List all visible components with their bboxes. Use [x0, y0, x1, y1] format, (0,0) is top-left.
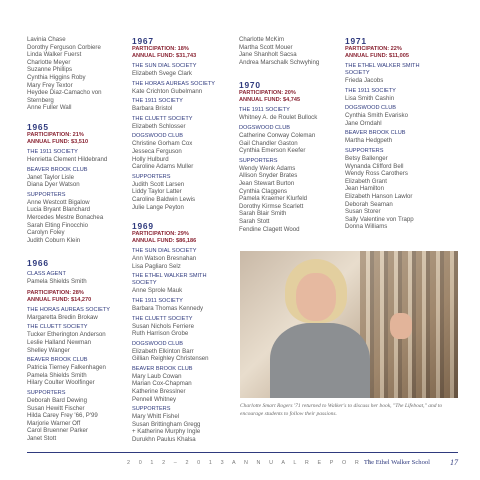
- donor-name: Cynthia Smith Evarisko: [345, 112, 408, 120]
- group-heading: THE 1911 SOCIETY: [27, 148, 78, 155]
- donor-name: Julie Lange Peyton: [132, 203, 184, 211]
- donor-name: Lavinia Chase: [27, 36, 66, 43]
- speaker-hand: [390, 313, 412, 339]
- donor-name: Jean Hamilton: [345, 185, 384, 193]
- donor-name: Tucker Etherington Anderson: [27, 331, 106, 339]
- donor-name: Mary Whitt Fishel: [132, 413, 180, 421]
- featured-photo: [240, 251, 458, 398]
- class-1970: [239, 80, 339, 233]
- group-heading: SUPPORTERS: [27, 191, 66, 198]
- donor-name: Carolyn Foley: [27, 229, 65, 237]
- donor-name: Allison Snyder Brates: [239, 172, 298, 180]
- donor-name: Mercedes Mestre Bonachea: [27, 213, 104, 221]
- donor-name: Diana Dyer Watson: [27, 181, 80, 189]
- class-1969: [132, 221, 232, 444]
- class-1966: [27, 258, 127, 442]
- donor-name: Janet Stott: [27, 435, 57, 442]
- donor-name: Jane Orndahl: [345, 119, 382, 127]
- donor-name: Elizabeth Elkinton Barr: [132, 347, 194, 355]
- donor-name: Suzanne Phillips: [27, 66, 73, 74]
- donor-name: Liddy Taylor Latter: [132, 188, 182, 196]
- participation: PARTICIPATION: 20%: [239, 90, 296, 97]
- donor-name: Gail Chandler Gaston: [239, 139, 298, 147]
- class-1971: [345, 36, 445, 231]
- donor-name: Betsy Ballenger: [345, 154, 388, 162]
- participation: PARTICIPATION: 22%: [345, 46, 402, 52]
- donor-name: Andrea Marschalk Schwyhing: [239, 58, 320, 66]
- group-heading: DOGSWOOD CLUB: [345, 105, 396, 112]
- donor-name: Wendy Wenk Adams: [239, 164, 296, 172]
- group-heading: THE 1911 SOCIETY: [132, 297, 183, 304]
- annual-fund: ANNUAL FUND: $3,510: [27, 138, 89, 145]
- donor-name: Anne Fuller Wall: [27, 104, 72, 112]
- class-year: 1966: [27, 258, 49, 269]
- donor-name: Judith Scott Larsen: [132, 180, 185, 188]
- donor-name: Susan Brittingham Gregg: [132, 420, 201, 428]
- donor-name: Dorothy Ferguson Corbiere: [27, 43, 101, 51]
- group-heading: THE ETHEL WALKER SMITH SOCIETY: [345, 63, 420, 76]
- speaker-face: [296, 273, 336, 321]
- donor-name: Holly Hulburd: [132, 155, 169, 163]
- group-heading: THE CLUETT SOCIETY: [132, 315, 193, 322]
- donor-name: Linda Walker Fuerst: [27, 51, 82, 59]
- donor-name: Gillian Reighley Christensen: [132, 355, 209, 363]
- speaker-body: [270, 323, 370, 398]
- class-year: 1971: [345, 36, 367, 46]
- donor-name: Wendy Ross Carothers: [345, 170, 408, 178]
- donor-name: Leslie Halland Newman: [27, 339, 92, 347]
- donor-name: + Katherine Murphy Ingle: [132, 428, 201, 436]
- donor-name: Mary Frey Textor: [27, 81, 73, 89]
- photo-caption: Charlotte Smart Rogers '71 returned to Walker's to discuss her book, "The Lifeboat," and to encourage students to follow their passions.: [240, 403, 443, 417]
- donor-name: Pamela Shields Smith: [27, 278, 87, 286]
- group-heading: CLASS AGENT: [27, 271, 66, 278]
- donor-name: Pamela Kraemer Klurfeld: [239, 195, 308, 203]
- donor-name: Jesseca Ferguson: [132, 147, 182, 155]
- carryover-names: [27, 36, 127, 112]
- participation: PARTICIPATION: 28%: [27, 289, 84, 296]
- donor-name: Cynthia Higgins Roby: [27, 73, 86, 81]
- donor-name: Ruth Harrison Grobe: [132, 330, 189, 338]
- donor-name: Ann Watson Bresnahan: [132, 255, 197, 263]
- donor-name: Pennell Whitney: [132, 395, 177, 403]
- group-heading: SUPPORTERS: [239, 157, 278, 164]
- group-heading: THE SUN DIAL SOCIETY: [132, 248, 197, 255]
- donor-name: Elizabeth Hanson Lawlor: [345, 192, 413, 200]
- group-heading: THE 1911 SOCIETY: [345, 87, 396, 94]
- donor-name: Whitney A. de Roulet Bullock: [239, 114, 318, 122]
- donor-name: Elizabeth Grant: [345, 177, 388, 185]
- group-heading: SUPPORTERS: [132, 173, 171, 180]
- donor-name: Sarah Blair Smith: [239, 210, 287, 218]
- donor-name: Frieda Jacobs: [345, 77, 384, 84]
- column-2: [132, 36, 232, 444]
- report-title: 2 0 1 2 – 2 0 1 3 A N N U A L R E P O R T: [127, 460, 375, 466]
- donor-name: Shelley Wanger: [27, 346, 70, 354]
- donor-name: Marian Cox-Chapman: [132, 380, 192, 388]
- group-heading: DOGSWOOD CLUB: [132, 133, 183, 140]
- donor-name: Christine Gorham Cox: [132, 140, 193, 148]
- class-1967: [132, 36, 232, 211]
- donor-name: Sarah Stott: [239, 217, 270, 225]
- donor-name: Henrietta Clement Hildebrand: [27, 155, 108, 163]
- group-heading: THE SUN DIAL SOCIETY: [132, 63, 197, 69]
- annual-fund: ANNUAL FUND: $31,743: [132, 53, 197, 59]
- donor-name: Katherine Bresslner: [132, 388, 186, 396]
- participation: PARTICIPATION: 18%: [132, 46, 189, 52]
- donor-name: Sally Valentine von Trapp: [345, 215, 414, 223]
- donor-name: Carol Bruenner Parker: [27, 427, 88, 435]
- donor-name: Martha Hedgpeth: [345, 137, 393, 145]
- footer: [27, 457, 458, 469]
- group-heading: SUPPORTERS: [132, 406, 171, 413]
- donor-name: Sarah Elting Finocchio: [27, 221, 88, 229]
- group-heading: THE CLUETT SOCIETY: [132, 115, 193, 122]
- annual-fund: ANNUAL FUND: $14,270: [27, 296, 92, 303]
- column-1: [27, 36, 127, 443]
- donor-name: Janet Taylor Lisle: [27, 173, 74, 181]
- column-3: [239, 36, 339, 233]
- donor-name: Catherine Conway Coleman: [239, 131, 316, 139]
- donor-name: Elizabeth Schlosser: [132, 122, 186, 130]
- group-heading: THE HORAS AUREAS SOCIETY: [132, 80, 215, 87]
- group-heading: BEAVER BROOK CLUB: [132, 365, 193, 372]
- donor-name: Lisa Pagliaro Selz: [132, 262, 181, 270]
- donor-name: Pamela Shields Smith: [27, 371, 87, 379]
- group-heading: THE 1911 SOCIETY: [132, 98, 183, 105]
- donor-name: Heydee Diaz-Camacho von Sternberg: [27, 89, 102, 104]
- donor-name: Hilda Carey Frey '66, P'99: [27, 412, 98, 420]
- donor-name: Deborah Seaman: [345, 200, 393, 208]
- class-year: 1969: [132, 221, 154, 232]
- donor-name: Barbara Bristol: [132, 105, 173, 113]
- donor-name: Deborah Bard Dewing: [27, 397, 87, 405]
- donor-name: Susan Storer: [345, 208, 381, 216]
- group-heading: SUPPORTERS: [27, 390, 66, 397]
- group-heading: THE CLUETT SOCIETY: [27, 324, 88, 331]
- donor-name: Patricia Tierney Falkenhagen: [27, 364, 106, 372]
- group-heading: THE 1911 SOCIETY: [239, 107, 290, 114]
- donor-name: Marjorie Warner Off: [27, 419, 81, 427]
- donor-name: Martha Scott Mouer: [239, 43, 293, 51]
- donor-name: Hilary Coulter Woolfinger: [27, 379, 95, 387]
- group-heading: SUPPORTERS: [345, 147, 384, 154]
- donor-name: Donna Williams: [345, 223, 388, 231]
- donor-name: Elizabeth Svege Clark: [132, 70, 192, 77]
- donor-name: Wynanda Clifford Bell: [345, 162, 404, 170]
- group-heading: BEAVER BROOK CLUB: [345, 130, 406, 137]
- donor-name: Charlotte Meyer: [27, 58, 71, 66]
- donor-name: Fendine Clagett Wood: [239, 225, 300, 233]
- donor-name: Anne Sprole Mauk: [132, 287, 183, 295]
- class-year: 1970: [239, 80, 261, 91]
- donor-name: Susan Nichols Ferriere: [132, 322, 194, 330]
- donor-name: Judith Coburn Klein: [27, 236, 81, 244]
- group-heading: THE HORAS AUREAS SOCIETY: [27, 306, 110, 313]
- donor-name: Jean Stewart Burton: [239, 179, 295, 187]
- column-4: [345, 36, 445, 231]
- donor-name: Caroline Baldwin Lewis: [132, 195, 195, 203]
- donor-name: Anne Westcott Bigalow: [27, 198, 90, 206]
- group-heading: THE ETHEL WALKER SMITH SOCIETY: [132, 273, 207, 287]
- donor-name: Margaretta Bredin Brokaw: [27, 313, 98, 321]
- class-year: 1965: [27, 121, 49, 132]
- annual-fund: ANNUAL FUND: $86,186: [132, 238, 197, 245]
- group-heading: BEAVER BROOK CLUB: [27, 357, 88, 364]
- donor-name: Susan Hewitt Fischer: [27, 404, 85, 412]
- class-1965: [27, 122, 127, 244]
- group-heading: DOGSWOOD CLUB: [239, 124, 290, 131]
- participation: PARTICIPATION: 21%: [27, 131, 84, 138]
- participation: PARTICIPATION: 29%: [132, 231, 189, 238]
- donor-name: Durukhn Paulus Khalsa: [132, 436, 196, 444]
- carryover-names: [239, 36, 339, 66]
- donor-name: Barbara Thomas Kennedy: [132, 304, 204, 312]
- group-heading: BEAVER BROOK CLUB: [27, 166, 88, 173]
- annual-fund: ANNUAL FUND: $11,005: [345, 53, 409, 59]
- group-heading: DOGSWOOD CLUB: [132, 340, 183, 347]
- donor-name: Charlotte McKim: [239, 36, 285, 43]
- donor-name: Lucia Bryant Blanchard: [27, 206, 91, 214]
- donor-name: Dorothy Kirmse Scarlett: [239, 202, 304, 210]
- donor-name: Jane Shanholt Sacsa: [239, 51, 297, 59]
- page-number: 17: [450, 458, 458, 467]
- class-year: 1967: [132, 36, 154, 46]
- annual-fund: ANNUAL FUND: $4,745: [239, 97, 301, 104]
- donor-name: Mary Laub Cowan: [132, 372, 182, 380]
- donor-name: Lisa Smith Cashin: [345, 94, 395, 102]
- footer-rule: [27, 452, 458, 453]
- school-name: The Ethel Walker School: [363, 459, 430, 466]
- donor-name: Cynthia Claggens: [239, 187, 288, 195]
- donor-name: Kate Crichton Gubelmann: [132, 87, 203, 95]
- donor-name: Cynthia Emerson Keefer: [239, 147, 306, 155]
- donor-name: Caroline Adams Muller: [132, 163, 194, 171]
